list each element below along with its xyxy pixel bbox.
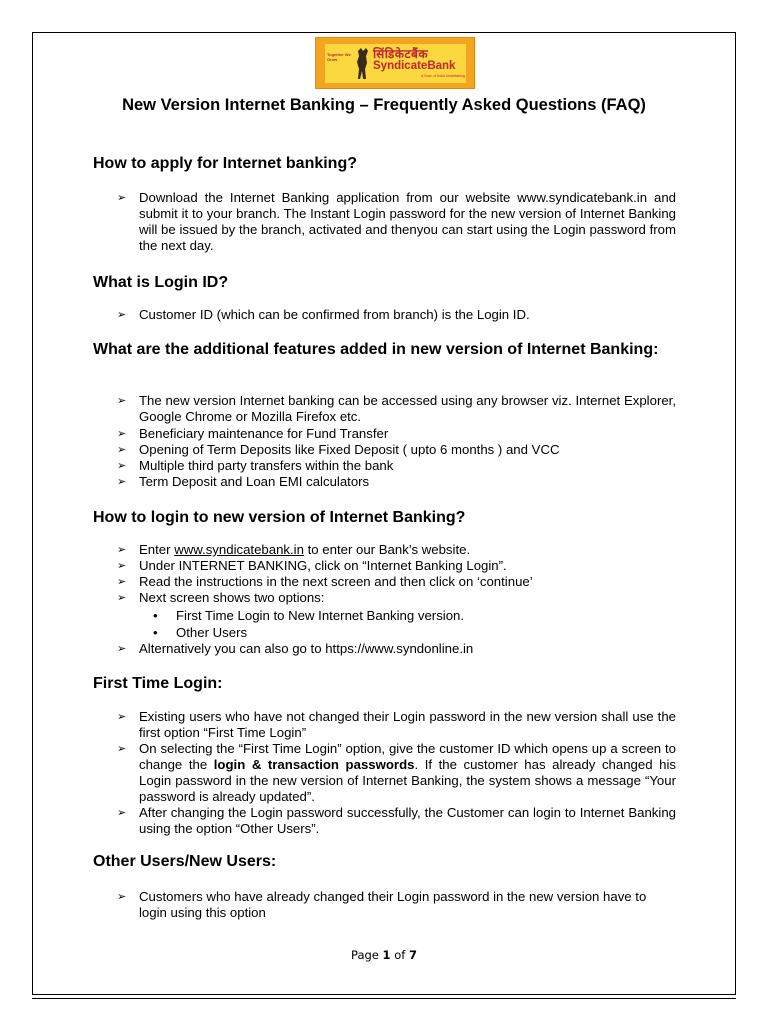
dot-bullet-icon: • xyxy=(153,625,158,640)
list-item: ➢ Read the instructions in the next screen and then click on ‘continue’ xyxy=(117,574,533,589)
dot-bullet-icon: • xyxy=(153,608,158,623)
list-item: ➢ Beneficiary maintenance for Fund Transfer xyxy=(117,426,389,441)
syndicate-bank-logo xyxy=(315,37,475,89)
list-item: ➢ After changing the Login password successfully, the Customer can login to Internet Banking using the option “Other Users”. xyxy=(117,805,676,836)
list-item: ➢ The new version Internet banking can be accessed using any browser viz. Internet Explorer, Google Chrome or Mozilla Firefox etc. xyxy=(117,393,676,424)
list-item: ➢ Existing users who have not changed their Login password in the new version shall use the first option “First Time Login” xyxy=(117,709,676,740)
list-item: ➢ Enter www.syndicatebank.in to enter our Bank’s website. xyxy=(117,542,471,557)
page-border-shadow xyxy=(32,998,736,999)
bull-emblem-icon xyxy=(356,47,370,80)
arrow-bullet-icon: ➢ xyxy=(117,428,127,440)
page-title: New Version Internet Banking – Frequently Asked Questions (FAQ) xyxy=(122,96,646,114)
logo-sub: A Govt. of India Undertaking xyxy=(421,74,465,78)
list-item: ➢ Under INTERNET BANKING, click on “Internet Banking Login”. xyxy=(117,558,507,573)
arrow-bullet-icon: ➢ xyxy=(117,476,127,488)
heading-first-time-login: First Time Login: xyxy=(93,675,223,692)
list-item: ➢ On selecting the “First Time Login” option, give the customer ID which opens up a screen to change the login & transaction passwords. If the customer has already changed his Login password in the new version of Internet Banking, the system shows a message “Your password is already updated”. xyxy=(117,741,676,804)
logo-hindi-name: सिंडिकेटबैंक xyxy=(373,47,429,61)
heading-features: What are the additional features added in new version of Internet Banking: xyxy=(93,341,659,358)
page-footer: Page 1 of 7 xyxy=(351,948,417,962)
arrow-bullet-icon: ➢ xyxy=(117,309,127,321)
arrow-bullet-icon: ➢ xyxy=(117,592,127,604)
arrow-bullet-icon: ➢ xyxy=(117,544,127,556)
sub-list-item: • First Time Login to New Internet Banking version. xyxy=(153,608,465,623)
syndicatebank-link[interactable]: www.syndicatebank.in xyxy=(174,542,304,557)
logo-bank-name: SyndicateBank xyxy=(373,60,456,72)
list-item: ➢ Alternatively you can also go to https://www.syndonline.in xyxy=(117,641,474,656)
arrow-bullet-icon: ➢ xyxy=(117,643,127,655)
list-item: ➢ Customers who have already changed their Login password in the new version have to login using this option xyxy=(117,889,647,920)
arrow-bullet-icon: ➢ xyxy=(117,576,127,588)
arrow-bullet-icon: ➢ xyxy=(117,460,127,472)
logo-tagline: Together We Grow xyxy=(327,52,351,62)
list-item: ➢ Opening of Term Deposits like Fixed Deposit ( upto 6 months ) and VCC xyxy=(117,442,560,457)
arrow-bullet-icon: ➢ xyxy=(117,560,127,572)
list-item: ➢ Download the Internet Banking application from our website www.syndicatebank.in and submit it to your branch. The Instant Login password for the new version of Internet Banking will be issued by the branch, activated and thenyou can start using the Login password from the next day. xyxy=(117,190,676,253)
heading-login-id: What is Login ID? xyxy=(93,274,229,291)
arrow-bullet-icon: ➢ xyxy=(117,444,127,456)
heading-how-to-login: How to login to new version of Internet Banking? xyxy=(93,509,466,526)
list-item: ➢ Next screen shows two options: xyxy=(117,590,325,605)
bold-passwords: login & transaction passwords xyxy=(213,757,415,772)
list-item: ➢ Customer ID (which can be confirmed from branch) is the Login ID. xyxy=(117,307,530,322)
heading-apply: How to apply for Internet banking? xyxy=(93,155,357,172)
list-item: ➢ Multiple third party transfers within the bank xyxy=(117,458,394,473)
list-item: ➢ Term Deposit and Loan EMI calculators xyxy=(117,474,370,489)
arrow-bullet-icon: ➢ xyxy=(117,891,127,903)
arrow-bullet-icon: ➢ xyxy=(117,711,127,723)
arrow-bullet-icon: ➢ xyxy=(117,743,127,755)
heading-other-users: Other Users/New Users: xyxy=(93,853,277,870)
sub-list-item: • Other Users xyxy=(153,625,248,640)
arrow-bullet-icon: ➢ xyxy=(117,192,127,204)
arrow-bullet-icon: ➢ xyxy=(117,395,127,407)
arrow-bullet-icon: ➢ xyxy=(117,807,127,819)
